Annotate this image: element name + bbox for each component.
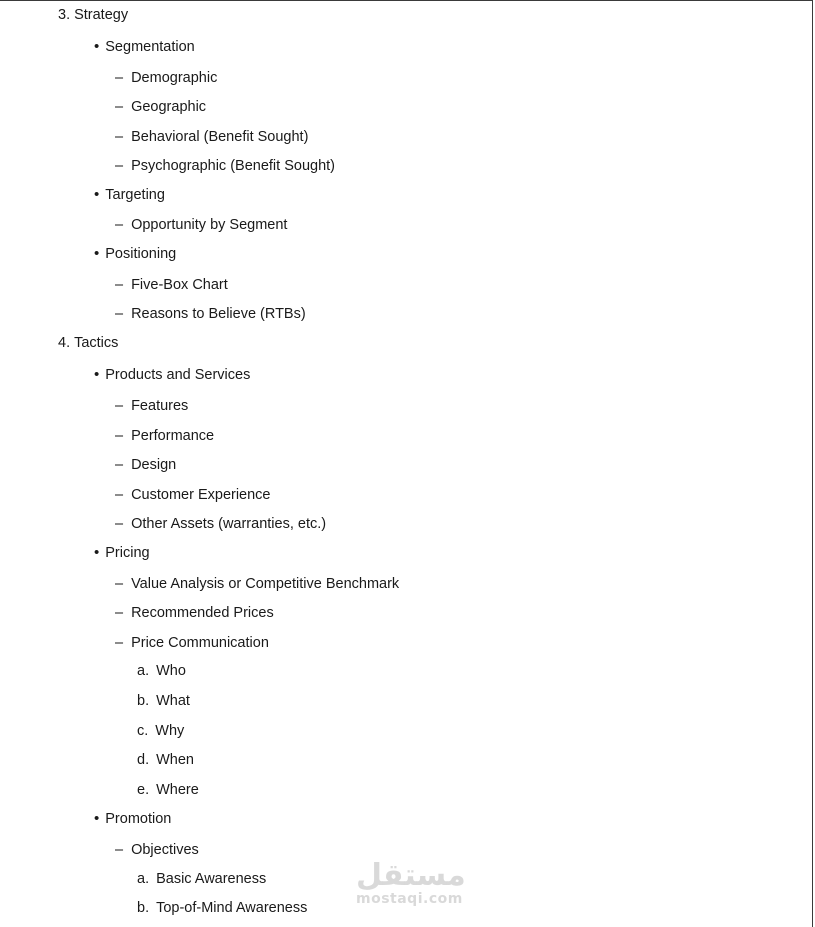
sub-list-item <box>115 397 188 415</box>
lettered-item-label: Why <box>155 723 185 739</box>
sub-list-item <box>115 305 306 323</box>
watermark-logo <box>356 858 466 911</box>
sub-list-item <box>115 604 274 622</box>
bullet-icon: • <box>94 38 100 55</box>
bullet-icon: • <box>94 544 100 561</box>
list-item-label: Promotion <box>105 811 172 827</box>
lettered-item <box>137 870 266 888</box>
bullet-icon: • <box>94 810 100 827</box>
item-letter: d. <box>137 752 150 768</box>
item-letter: b. <box>137 693 150 709</box>
sub-list-item <box>115 634 269 652</box>
lettered-item <box>137 781 199 799</box>
dash-icon: – <box>115 487 124 503</box>
dash-icon: – <box>115 217 124 233</box>
lettered-item-label: Who <box>156 663 186 679</box>
sub-list-item-label: Value Analysis or Competitive Benchmark <box>131 576 400 592</box>
sub-list-item <box>115 575 399 593</box>
sub-list-item-label: Demographic <box>131 70 218 86</box>
list-item-label: Products and Services <box>105 367 251 383</box>
sub-list-item <box>115 515 326 533</box>
list-item-pricing <box>94 544 150 562</box>
section-heading-strategy <box>58 6 128 24</box>
list-item-label: Segmentation <box>105 39 195 55</box>
dash-icon: – <box>115 99 124 115</box>
sub-list-item <box>115 427 214 445</box>
sub-list-item-label: Price Communication <box>131 635 269 651</box>
sub-list-item <box>115 69 217 87</box>
list-item-targeting <box>94 186 165 204</box>
bullet-icon: • <box>94 186 100 203</box>
lettered-item <box>137 692 190 710</box>
dash-icon: – <box>115 635 124 651</box>
sub-list-item-label: Customer Experience <box>131 487 271 503</box>
list-item-products-and-services <box>94 366 250 384</box>
section-title: Strategy <box>74 7 129 23</box>
sub-list-item-label: Psychographic (Benefit Sought) <box>131 158 335 174</box>
lettered-item <box>137 662 186 680</box>
sub-list-item-label: Performance <box>131 428 215 444</box>
list-item-label: Pricing <box>105 545 150 561</box>
sub-list-item <box>115 216 287 234</box>
sub-list-item <box>115 128 308 146</box>
sub-list-item-label: Five-Box Chart <box>131 277 228 293</box>
sub-list-item <box>115 486 271 504</box>
lettered-item <box>137 722 184 740</box>
lettered-item-label: Where <box>156 782 199 798</box>
section-heading-tactics <box>58 334 118 352</box>
lettered-item <box>137 751 194 769</box>
sub-list-item-label: Geographic <box>131 99 207 115</box>
bullet-icon: • <box>94 245 100 262</box>
item-letter: a. <box>137 871 150 887</box>
dash-icon: – <box>115 277 124 293</box>
sub-list-item-label: Design <box>131 457 177 473</box>
item-letter: a. <box>137 663 150 679</box>
list-item-positioning <box>94 245 176 263</box>
sub-list-item-label: Features <box>131 398 189 414</box>
dash-icon: – <box>115 576 124 592</box>
dash-icon: – <box>115 428 124 444</box>
dash-icon: – <box>115 398 124 414</box>
dash-icon: – <box>115 516 124 532</box>
sub-list-item-label: Other Assets (warranties, etc.) <box>131 516 327 532</box>
sub-list-item-label: Behavioral (Benefit Sought) <box>131 129 309 145</box>
dash-icon: – <box>115 158 124 174</box>
sub-list-item <box>115 841 199 859</box>
dash-icon: – <box>115 306 124 322</box>
dash-icon: – <box>115 70 124 86</box>
lettered-item <box>137 899 307 917</box>
lettered-item-label: When <box>156 752 194 768</box>
dash-icon: – <box>115 129 124 145</box>
lettered-item-label: What <box>156 693 190 709</box>
sub-list-item <box>115 157 335 175</box>
lettered-item-label: Top-of-Mind Awareness <box>156 900 308 916</box>
sub-list-item-label: Opportunity by Segment <box>131 217 288 233</box>
list-item-label: Targeting <box>105 187 165 203</box>
sub-list-item-label: Recommended Prices <box>131 605 274 621</box>
list-item-segmentation <box>94 38 195 56</box>
lettered-item-label: Basic Awareness <box>156 871 267 887</box>
bullet-icon: • <box>94 366 100 383</box>
section-number: 4. <box>58 335 71 351</box>
sub-list-item <box>115 98 206 116</box>
section-number: 3. <box>58 7 71 23</box>
list-item-label: Positioning <box>105 246 177 262</box>
sub-list-item <box>115 276 228 294</box>
list-item-promotion <box>94 810 171 828</box>
dash-icon: – <box>115 842 124 858</box>
sub-list-item-label: Reasons to Believe (RTBs) <box>131 306 306 322</box>
sub-list-item-label: Objectives <box>131 842 199 858</box>
watermark-arabic-text: مستقل <box>356 858 466 893</box>
item-letter: c. <box>137 723 149 739</box>
item-letter: e. <box>137 782 150 798</box>
watermark-latin-text: mostaqi.com <box>356 891 463 907</box>
dash-icon: – <box>115 605 124 621</box>
dash-icon: – <box>115 457 124 473</box>
item-letter: b. <box>137 900 150 916</box>
sub-list-item <box>115 456 176 474</box>
section-title: Tactics <box>74 335 119 351</box>
